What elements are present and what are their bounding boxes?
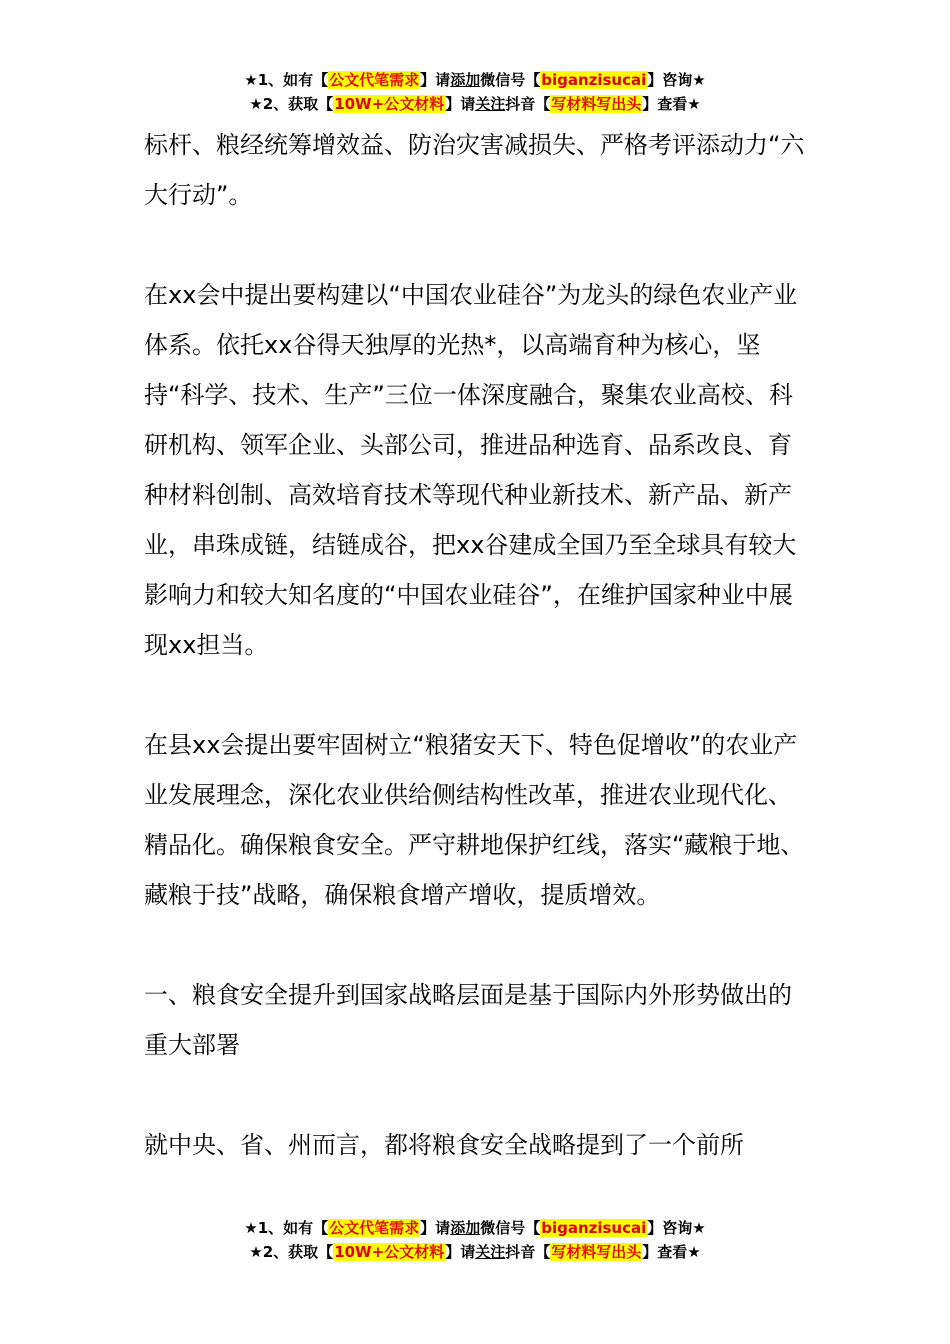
highlight-text: 10W+公文材料 (334, 95, 445, 113)
highlight-text: 写材料写出头 (551, 95, 642, 113)
highlight-text: biganzisucai (541, 71, 647, 89)
document-body (144, 120, 812, 1170)
paragraph: 标杆、粮经统筹增效益、防治灾害减损失、严格考评添动力“六大行动”。 (144, 131, 805, 209)
highlight-text: 公文代笔需求 (329, 71, 420, 89)
banner-line-2 (0, 92, 950, 116)
banner-text: 】查看★ (642, 95, 701, 113)
highlight-text: 公文代笔需求 (329, 1219, 420, 1237)
banner-text: ★2、获取【 (249, 1243, 334, 1261)
paragraph: 就中央、省、州而言，都将粮食安全战略提到了一个前所 (144, 1131, 744, 1159)
banner-text: ★1、如有【 (244, 1219, 329, 1237)
banner-text: 】咨询★ (647, 1219, 706, 1237)
footer-banner (0, 1216, 950, 1264)
underlined-text: 关注 (475, 95, 506, 113)
banner-text: 微信号【 (480, 1219, 541, 1237)
banner-line-1 (0, 68, 950, 92)
banner-text: 】请 (420, 1219, 451, 1237)
paragraph: 在xx会中提出要构建以“中国农业硅谷”为龙头的绿色农业产业体系。依托xx谷得天独厚的光热*，以高端育种为核心，坚持“科学、技术、生产”三位一体深度融合，聚集农业高校、科研机构、领军企业、头部公司，推进品种选育、品系改良、育种材料创制、高效培育技术等现代种业新技术、新产品、新产业，串珠成链，结链成谷，把xx谷建成全国乃至全球具有较大影响力和较大知名度的“中国农业硅谷”，在维护国家种业中展现xx担当。 (144, 281, 798, 659)
highlight-text: 写材料写出头 (551, 1243, 642, 1261)
banner-line-2 (0, 1240, 950, 1264)
banner-text: ★1、如有【 (244, 71, 329, 89)
banner-text: 】请 (445, 95, 476, 113)
highlight-text: biganzisucai (541, 1219, 647, 1237)
underlined-text: 添加 (450, 1219, 481, 1237)
underlined-text: 关注 (475, 1243, 506, 1261)
banner-text: 】咨询★ (647, 71, 706, 89)
header-banner (0, 68, 950, 116)
underlined-text: 添加 (450, 71, 481, 89)
banner-line-1 (0, 1216, 950, 1240)
paragraph: 在县xx会提出要牢固树立“粮猪安天下、特色促增收”的农业产业发展理念，深化农业供给侧结构性改革，推进农业现代化、精品化。确保粮食安全。严守耕地保护红线，落实“藏粮于地、藏粮于技”战略，确保粮食增产增收，提质增效。 (144, 731, 805, 909)
banner-text: 】请 (445, 1243, 476, 1261)
banner-text: 抖音【 (505, 1243, 551, 1261)
section-heading: 一、粮食安全提升到国家战略层面是基于国际内外形势做出的重大部署 (144, 981, 792, 1059)
highlight-text: 10W+公文材料 (334, 1243, 445, 1261)
banner-text: 微信号【 (480, 71, 541, 89)
banner-text: 】请 (420, 71, 451, 89)
banner-text: 】查看★ (642, 1243, 701, 1261)
banner-text: 抖音【 (505, 95, 551, 113)
banner-text: ★2、获取【 (249, 95, 334, 113)
